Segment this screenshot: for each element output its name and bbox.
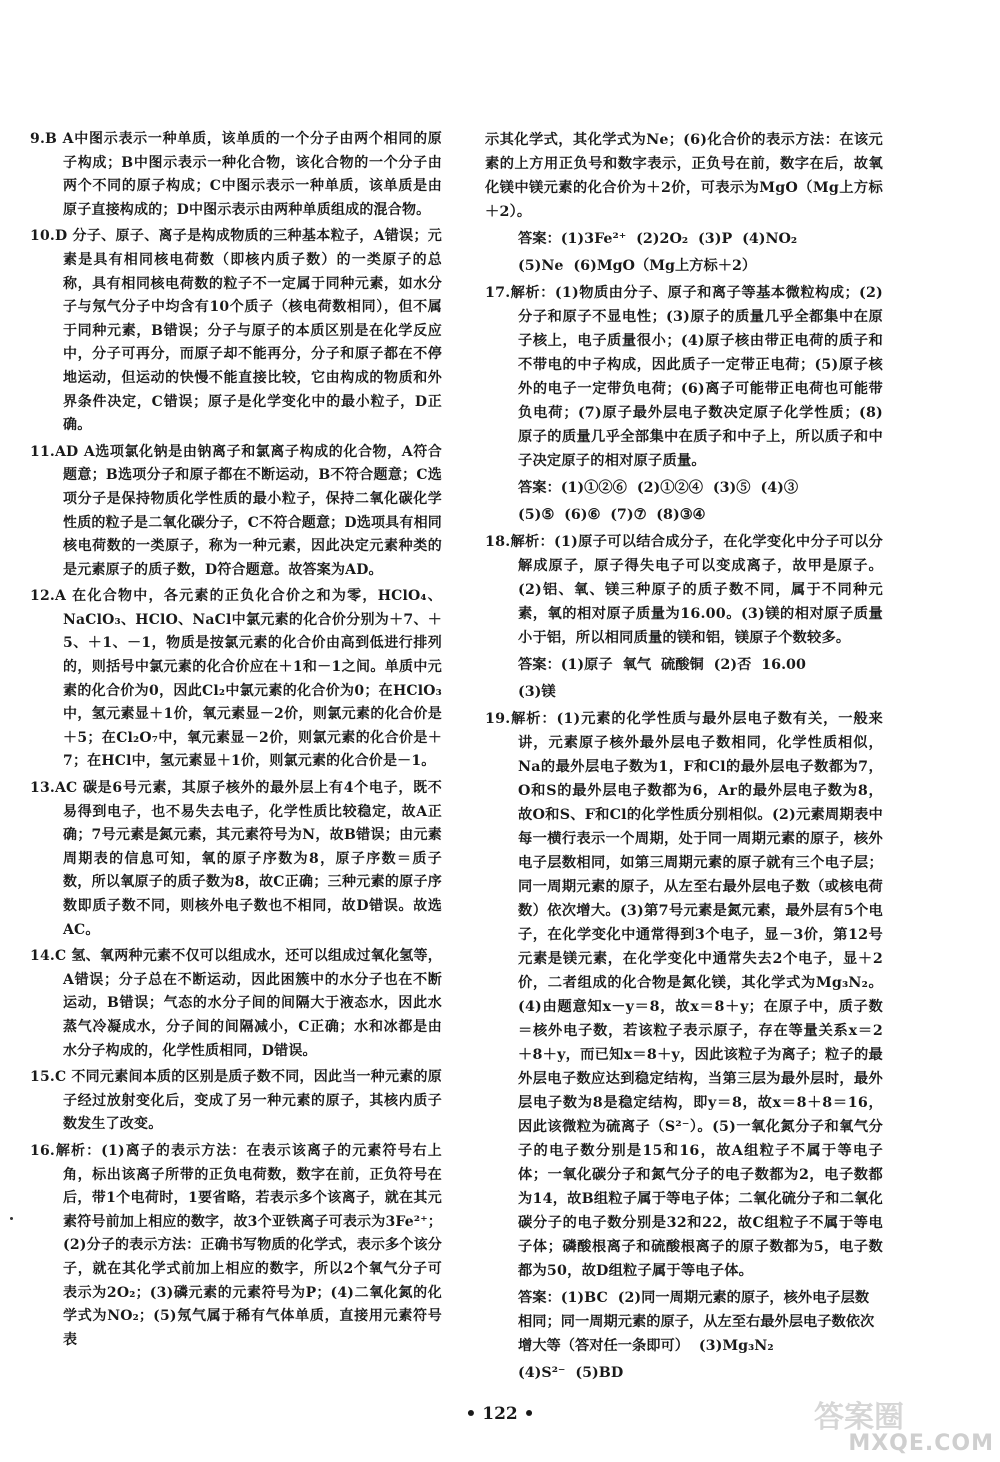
watermark-logo [806,1392,996,1456]
watermark-logo-text: 答案圈 [814,1400,904,1435]
question-explanation: 11.AD A选项氯化钠是由钠离子和氯离子构成的化合物，A符合题意；B选项分子和原子都在不断运动，B不符合题意；C选项分子是保持物质化学性质的最小粒子，保持二氧化碳化学性质的粒子是二氧化碳分子，C不符合题意；D选项具有相同核电荷数的一类原子，称为一种元素，因此决定元素种类的是元素原子的质子数，D符合题意。故答案为AD。 [30,443,442,578]
question-explanation: 18.解析：(1)原子可以结合成分子，在化学变化中分子可以分解成原子，原子得失电子可以变成离子，故甲是原子。(2)铝、氧、镁三种原子的质子数不同，属于不同种元素，氧的相对原子质量为16.00。(3)镁的相对原子质量小于铝，所以相同质量的镁和铝，镁原子个数较多。 [485,534,883,646]
page-number: • 122 • [465,1404,535,1424]
right-column [485,128,883,1388]
watermark-url: MXQE.COM [848,1431,994,1456]
answer-line: (5)⑤ (6)⑥ (7)⑦ (8)③④ [518,507,706,523]
question-explanation: 16.解析：(1)离子的表示方法：在表示该离子的元素符号右上角，标出该离子所带的正负电荷数，数字在前，正负符号在后，带1个电荷时，1要省略，若表示多个该离子，就在其元素符号前加上相应的数字，故3个亚铁离子可表示为3Fe²⁺；(2)分子的表示方法：正确书写物质的化学式，表示多个该分子，就在其化学式前加上相应的数字，所以2个氧气分子可表示为2O₂；(3)磷元素的元素符号为P；(4)二氧化氮的化学式为NO₂；(5)氖气属于稀有气体单质，直接用元素符号表 [30,1142,442,1348]
left-column [30,128,442,1355]
print-dot [10,1217,13,1220]
answer-line: 答案：(1)①②⑥ (2)①②④ (3)⑤ (4)③ [518,480,799,496]
answer-line: (3)镁 [518,684,556,700]
answer-line: (4)S²⁻ (5)BD [518,1365,624,1381]
continued-paragraph: 示其化学式，其化学式为Ne；(6)化合价的表示方法：在该元素的上方用正负号和数字表示，正负号在前，数字在后，故氧化镁中镁元素的化合价为＋2价，可表示为MgO（Mg上方标＋2）。 [485,132,883,220]
question-explanation: 14.C 氢、氧两种元素不仅可以组成水，还可以组成过氧化氢等，A错误；分子总在不断运动，因此困簇中的水分子也在不断运动，B错误；气态的水分子间的间隔大于液态水，因此水蒸气冷凝成水，分子间的间隔减小，C正确；水和冰都是由水分子构成的，化学性质相同，D错误。 [30,948,442,1059]
answer-line: 答案：(1)BC (2)同一周期元素的原子，核外电子层数相同；同一周期元素的原子，从左至右最外层电子数依次增大等（答对任一条即可） (3)Mg₃N₂ [518,1290,875,1354]
question-explanation: 10.D 分子、原子、离子是构成物质的三种基本粒子，A错误；元素是具有相同核电荷数（即核内质子数）的一类原子的总称，具有相同核电荷数的粒子不一定属于同种元素，如水分子与氖气分子中均含有10个质子（核电荷数相同），但不属于同种元素，B错误；分子与原子的本质区别是在化学反应中，分子可再分，而原子却不能再分，分子和原子都在不停地运动，但运动的快慢不能直接比较，它由构成的物质和外界条件决定，C错误；原子是化学变化中的最小粒子，D正确。 [30,228,442,434]
question-explanation: 9.B A中图示表示一种单质，该单质的一个分子由两个相同的原子构成；B中图示表示一种化合物，该化合物的一个分子由两个不同的原子构成；C中图示表示一种单质，该单质是由原子直接构成的；D中图示表示由两种单质组成的混合物。 [30,131,442,218]
question-explanation: 12.A 在化合物中，各元素的正负化合价之和为零，HClO₄、NaClO₃、HClO、NaCl中氯元素的化合价分别为＋7、＋5、＋1、－1，物质是按氯元素的化合价由高到低进行排列的，则括号中氯元素的化合价应在＋1和－1之间。单质中元素的化合价为0，因此Cl₂中氯元素的化合价为0；在HClO₃中，氢元素显＋1价，氧元素显－2价，则氯元素的化合价是＋5；在Cl₂O₇中，氧元素显－2价，则氯元素的化合价是＋7；在HCl中，氢元素显＋1价，则氯元素的化合价是－1。 [30,588,442,770]
question-explanation: 15.C 不同元素间本质的区别是质子数不同，因此当一种元素的原子经过放射变化后，变成了另一种元素的原子，其核内质子数发生了改变。 [30,1069,442,1133]
question-explanation: 19.解析：(1)元素的化学性质与最外层电子数有关，一般来讲，元素原子核外最外层电子数相同，化学性质相似，Na的最外层电子数为1，F和Cl的最外层电子数都为7，O和S的最外层电子数都为6，Ar的最外层电子数为8，故O和S、F和Cl的化学性质分别相似。(2)元素周期表中每一横行表示一个周期，处于同一周期元素的原子，核外电子层数相同，如第三周期元素的原子就有三个电子层；同一周期元素的原子，从左至右最外层电子数（或核电荷数）依次增大。(3)第7号元素是氮元素，最外层有5个电子，在化学变化中通常得到3个电子，显－3价，第12号元素是镁元素，在化学变化中通常失去2个电子，显＋2价，二者组成的化合物是氮化镁，其化学式为Mg₃N₂。(4)由题意知x－y＝8，故x＝8＋y；在原子中，质子数＝核外电子数，若该粒子表示原子，存在等量关系x＝2＋8＋y，而已知x＝8＋y，因此该粒子为离子；粒子的最外层电子数应达到稳定结构，当第三层为最外层时，最外层电子数为8是稳定结构，即y＝8，故x＝8＋8＝16，因此该微粒为硫离子（S²⁻）。(5)一氧化氮分子和氧气分子的电子数分别是15和16，故A组粒子不属于等电子体；一氧化碳分子和氮气分子的电子数都为2，电子数都为14，故B组粒子属于等电子体；二氧化硫分子和二氧化碳分子的电子数分别是32和22，故C组粒子不属于等电子体；磷酸根离子和硫酸根离子的原子数都为5，电子数都为50，故D组粒子属于等电子体。 [485,711,883,1279]
question-explanation: 13.AC 碳是6号元素，其原子核外的最外层上有4个电子，既不易得到电子，也不易失去电子，化学性质比较稳定，故A正确；7号元素是氮元素，其元素符号为N，故B错误；由元素周期表的信息可知，氧的原子序数为8，原子序数＝质子数，所以氧原子的质子数为8，故C正确；三种元素的原子序数即质子数不同，则核外电子数也不相同，故D错误。故选AC。 [30,780,442,938]
answer-line: 答案：(1)原子 氧气 硫酸铜 (2)否 16.00 [518,657,806,673]
answer-line: (5)Ne (6)MgO（Mg上方标＋2） [518,258,757,274]
question-explanation: 17.解析：(1)物质由分子、原子和离子等基本微粒构成；(2)分子和原子不显电性；(3)原子的质量几乎全都集中在原子核上，电子质量很小；(4)原子核由带正电荷的质子和不带电的中子构成，因此质子一定带正电荷；(5)原子核外的电子一定带负电荷；(6)离子可能带正电荷也可能带负电荷；(7)原子最外层电子数决定原子化学性质；(8)原子的质量几乎全部集中在质子和中子上，所以质子和中子决定原子的相对原子质量。 [485,285,883,469]
answer-line: 答案：(1)3Fe²⁺ (2)2O₂ (3)P (4)NO₂ [518,231,798,247]
